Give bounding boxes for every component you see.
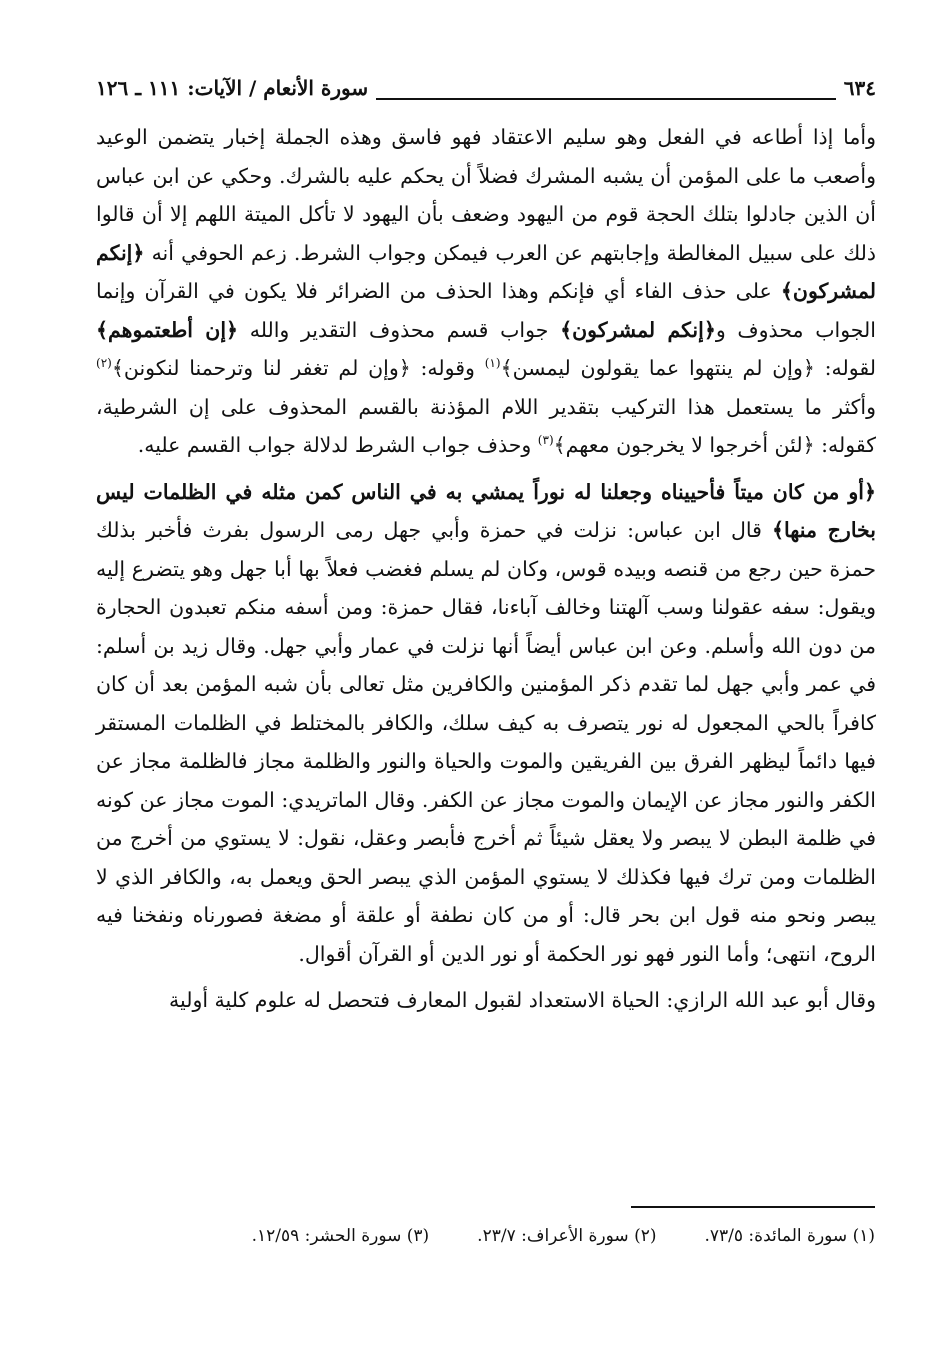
text-segment: وقال أبو عبد الله الرازي: الحياة الاستعداد لقبول المعارف فتحصل له علوم كلية أولية — [169, 988, 876, 1012]
page — [96, 70, 876, 1020]
running-title: سورة الأنعام / الآيات: ١١١ ـ ١٢٦ — [96, 76, 369, 100]
paragraph — [96, 118, 876, 465]
body-text — [96, 118, 876, 1020]
text-segment: وأكثر ما يستعمل هذا التركيب بتقدير اللام المؤذنة بالقسم المحذوف على إن الشرطية، كقوله: ﴿لئن أخرجوا لا يخرجون معهم﴾ — [96, 394, 876, 457]
running-header — [96, 70, 876, 106]
footnote-ref: (٣) — [537, 433, 554, 448]
text-segment: وحذف جواب الشرط لدلالة جواب القسم عليه. — [137, 433, 538, 457]
footnote: (٢) سورة الأعراف: ٢٣/٧. — [477, 1226, 657, 1246]
quran-quote: ﴿إنكم لمشركون﴾ — [560, 317, 716, 342]
quran-quote: ﴿أو من كان ميتاً فأحييناه وجعلنا له نوراً يمشي به في الناس كمن مثله في الظلمات ليس بخارج منها﴾ — [96, 479, 876, 542]
footnote-separator — [631, 1206, 875, 1208]
footnote-ref: (١) — [484, 356, 501, 371]
header-rule — [376, 98, 836, 100]
text-segment: على حذف الفاء أي فإنكم وهذا الحذف من الضرائر فلا يكون في القرآن وإنما الجواب محذوف و — [96, 279, 876, 342]
footnotes — [155, 1226, 875, 1246]
text-segment: قال ابن عباس: نزلت في حمزة وأبي جهل رمى الرسول بفرث فأخبر بذلك حمزة حين رجع من قنصه وبيده قوس، وكان لم يسلم فغضب فعلاً بها أبا جهل وهو يتضرع إليه ويقول: سفه عقولنا وسب آلهتنا وخالف آباءنا، فقال حمزة: ومن أسفه منكم تعبدون الحجارة من دون الله وأسلم. وعن ابن عباس أيضاً أنها نزلت في عمار وأبي جهل. وقال زيد بن أسلم: في عمر وأبي جهل لما تقدم ذكر المؤمنين والكافرين مثل تعالى بأن شبه المؤمن بعد أن كان كافراً بالحي المجعول له نور يتصرف به كيف سلك، والكافر بالمختلط في الظلمات المستقر فيها دائماً ليظهر الفرق بين الفريقين والموت والحياة والنور والظلمة مجاز فالظلمة مجاز عن الكفر والنور مجاز عن الإيمان والموت مجاز عن الكفر. وقال الماتريدي: الموت مجاز عن كونه في ظلمة البطن لا يبصر ولا يعقل شيئاً ثم أخرج فأبصر وعقل، نقول: لا يستوي من أخرج من الظلمات ومن ترك فيها فكذلك لا يستوي المؤمن الذي يبصر الحق ويعمل به، والكافر الذي لا يبصر ونحو منه قول ابن بحر قال: أو من كان نطفة أو علقة أو مضغة فصورناه ونفخنا فيه الروح، انتهى؛ وأما النور فهو نور الحكمة أو نور الدين أو القرآن أقوال. — [96, 518, 876, 966]
paragraph — [96, 473, 876, 974]
text-segment: وأما إذا أطاعه في الفعل وهو سليم الاعتقاد فهو فاسق وهذه الجملة إخبار يتضمن الوعيد وأصعب ما على المؤمن أن يشبه المشرك فضلاً أن يحكم عليه بالشرك. وحكي عن ابن عباس أن الذين جادلوا بتلك الحجة قوم من اليهود وضعف بأن اليهود لا تأكل الميتة اللهم إلا أن قالوا ذلك على سبيل المغالطة وإجابتهم عن العرب فيمكن وجواب الشرط. زعم الحوفي أنه — [96, 125, 876, 265]
footnote: (١) سورة المائدة: ٧٣/٥. — [704, 1226, 875, 1246]
footnote: (٣) سورة الحشر: ١٢/٥٩. — [251, 1226, 430, 1246]
page-number: ٦٣٤ — [843, 76, 876, 100]
text-segment: جواب قسم محذوف التقدير والله — [238, 317, 561, 342]
paragraph — [96, 981, 876, 1020]
footnote-ref: (٢) — [96, 356, 112, 371]
text-segment: لقوله: ﴿وإن لم ينتهوا عما يقولون ليمسن﴾ — [500, 356, 877, 380]
text-segment: وقوله: ﴿وإن لم تغفر لنا وترحمنا لنكونن﴾ — [111, 356, 485, 380]
quran-quote: ﴿إنكم لمشركون﴾ — [96, 240, 876, 303]
quran-quote: ﴿إن أطعتموهم﴾ — [96, 317, 239, 342]
